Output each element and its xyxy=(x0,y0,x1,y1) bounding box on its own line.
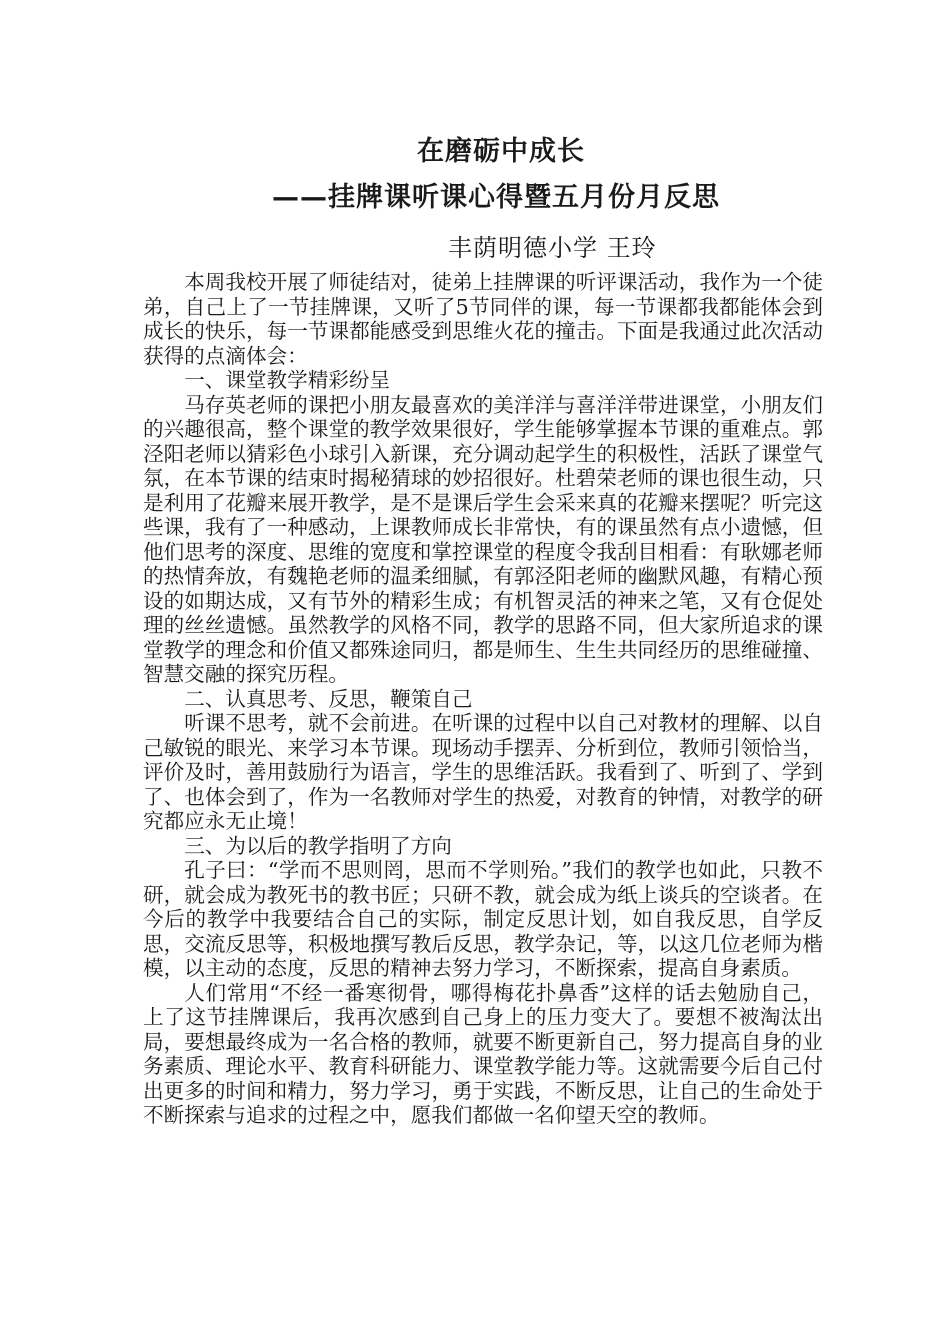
document-subtitle: ——挂牌课听课心得暨五月份月反思 xyxy=(272,182,720,213)
section-heading-2: 二、认真思考、反思，鞭策自己 xyxy=(184,686,473,711)
body-paragraph: 孔子曰：“学而不思则罔，思而不学则殆。”我们的教学也如此，只教不研，就会成为教死书的教书匠；只研不教，就会成为纸上谈兵的空谈者。在今后的教学中我要结合自己的实际，制定反思计划，如自我反思，自学反思，交流反思等，积极地撰写教后反思，教学杂记，等，以这几位老师为楷模，以主动的态度，反思的精神去努力学习，不断探索，提高自身素质。 xyxy=(143,858,823,980)
document-title: 在磨砺中成长 xyxy=(417,136,585,167)
document-body xyxy=(143,270,823,1128)
closing-paragraph: 人们常用“不经一番寒彻骨，哪得梅花扑鼻香”这样的话去勉励自己，上了这节挂牌课后，我再次感到自己身上的压力变大了。要想不被淘汰出局，要想最终成为一名合格的教师，就要不断更新自己，努力提高自身的业务素质、理论水平、教育科研能力、课堂教学能力等。这就需要今后自己付出更多的时间和精力，努力学习，勇于实践，不断反思，让自己的生命处于不断探索与追求的过程之中，愿我们都做一名仰望天空的教师。 xyxy=(143,980,823,1127)
body-paragraph: 马存英老师的课把小朋友最喜欢的美洋洋与喜洋洋带进课堂，小朋友们的兴趣很高，整个课堂的教学效果很好，学生能够掌握本节课的重难点。郭泾阳老师以猜彩色小球引入新课，充分调动起学生的积极性，活跃了课堂气氛，在本节课的结束时揭秘猜球的妙招很好。杜碧荣老师的课也很生动，只是利用了花瓣来展开教学，是不是课后学生会采来真的花瓣来摆呢？听完这些课，我有了一种感动，上课教师成长非常快，有的课虽然有点小遗憾，但他们思考的深度、思维的宽度和掌控课堂的程度令我刮目相看：有耿娜老师的热情奔放，有魏艳老师的温柔细腻，有郭泾阳老师的幽默风趣，有精心预设的如期达成，又有节外的精彩生成；有机智灵活的神来之笔，又有仓促处理的丝丝遗憾。虽然教学的风格不同，教学的思路不同，但大家所追求的课堂教学的理念和价值又都殊途同归，都是师生、生生共同经历的思维碰撞、智慧交融的探究历程。 xyxy=(143,392,823,686)
section-heading-3: 三、为以后的教学指明了方向 xyxy=(184,833,452,858)
intro-paragraph: 本周我校开展了师徒结对，徒弟上挂牌课的听评课活动，我作为一个徒弟，自己上了一节挂牌课，又听了5节同伴的课，每一节课都我都能体会到成长的快乐，每一节课都能感受到思维火花的撞击。下面是我通过此次活动获得的点滴体会： xyxy=(143,270,823,368)
document-author: 丰荫明德小学 王玲 xyxy=(448,234,657,262)
section-heading-1: 一、课堂教学精彩纷呈 xyxy=(184,368,391,392)
body-paragraph: 听课不思考，就不会前进。在听课的过程中以自己对教材的理解、以自己敏锐的眼光、来学习本节课。现场动手摆弄、分析到位，教师引领恰当，评价及时，善用鼓励行为语言，学生的思维活跃。我看到了、听到了、学到了、也体会到了，作为一名教师对学生的热爱，对教育的钟情，对教学的研究都应永无止境！ xyxy=(143,711,823,833)
